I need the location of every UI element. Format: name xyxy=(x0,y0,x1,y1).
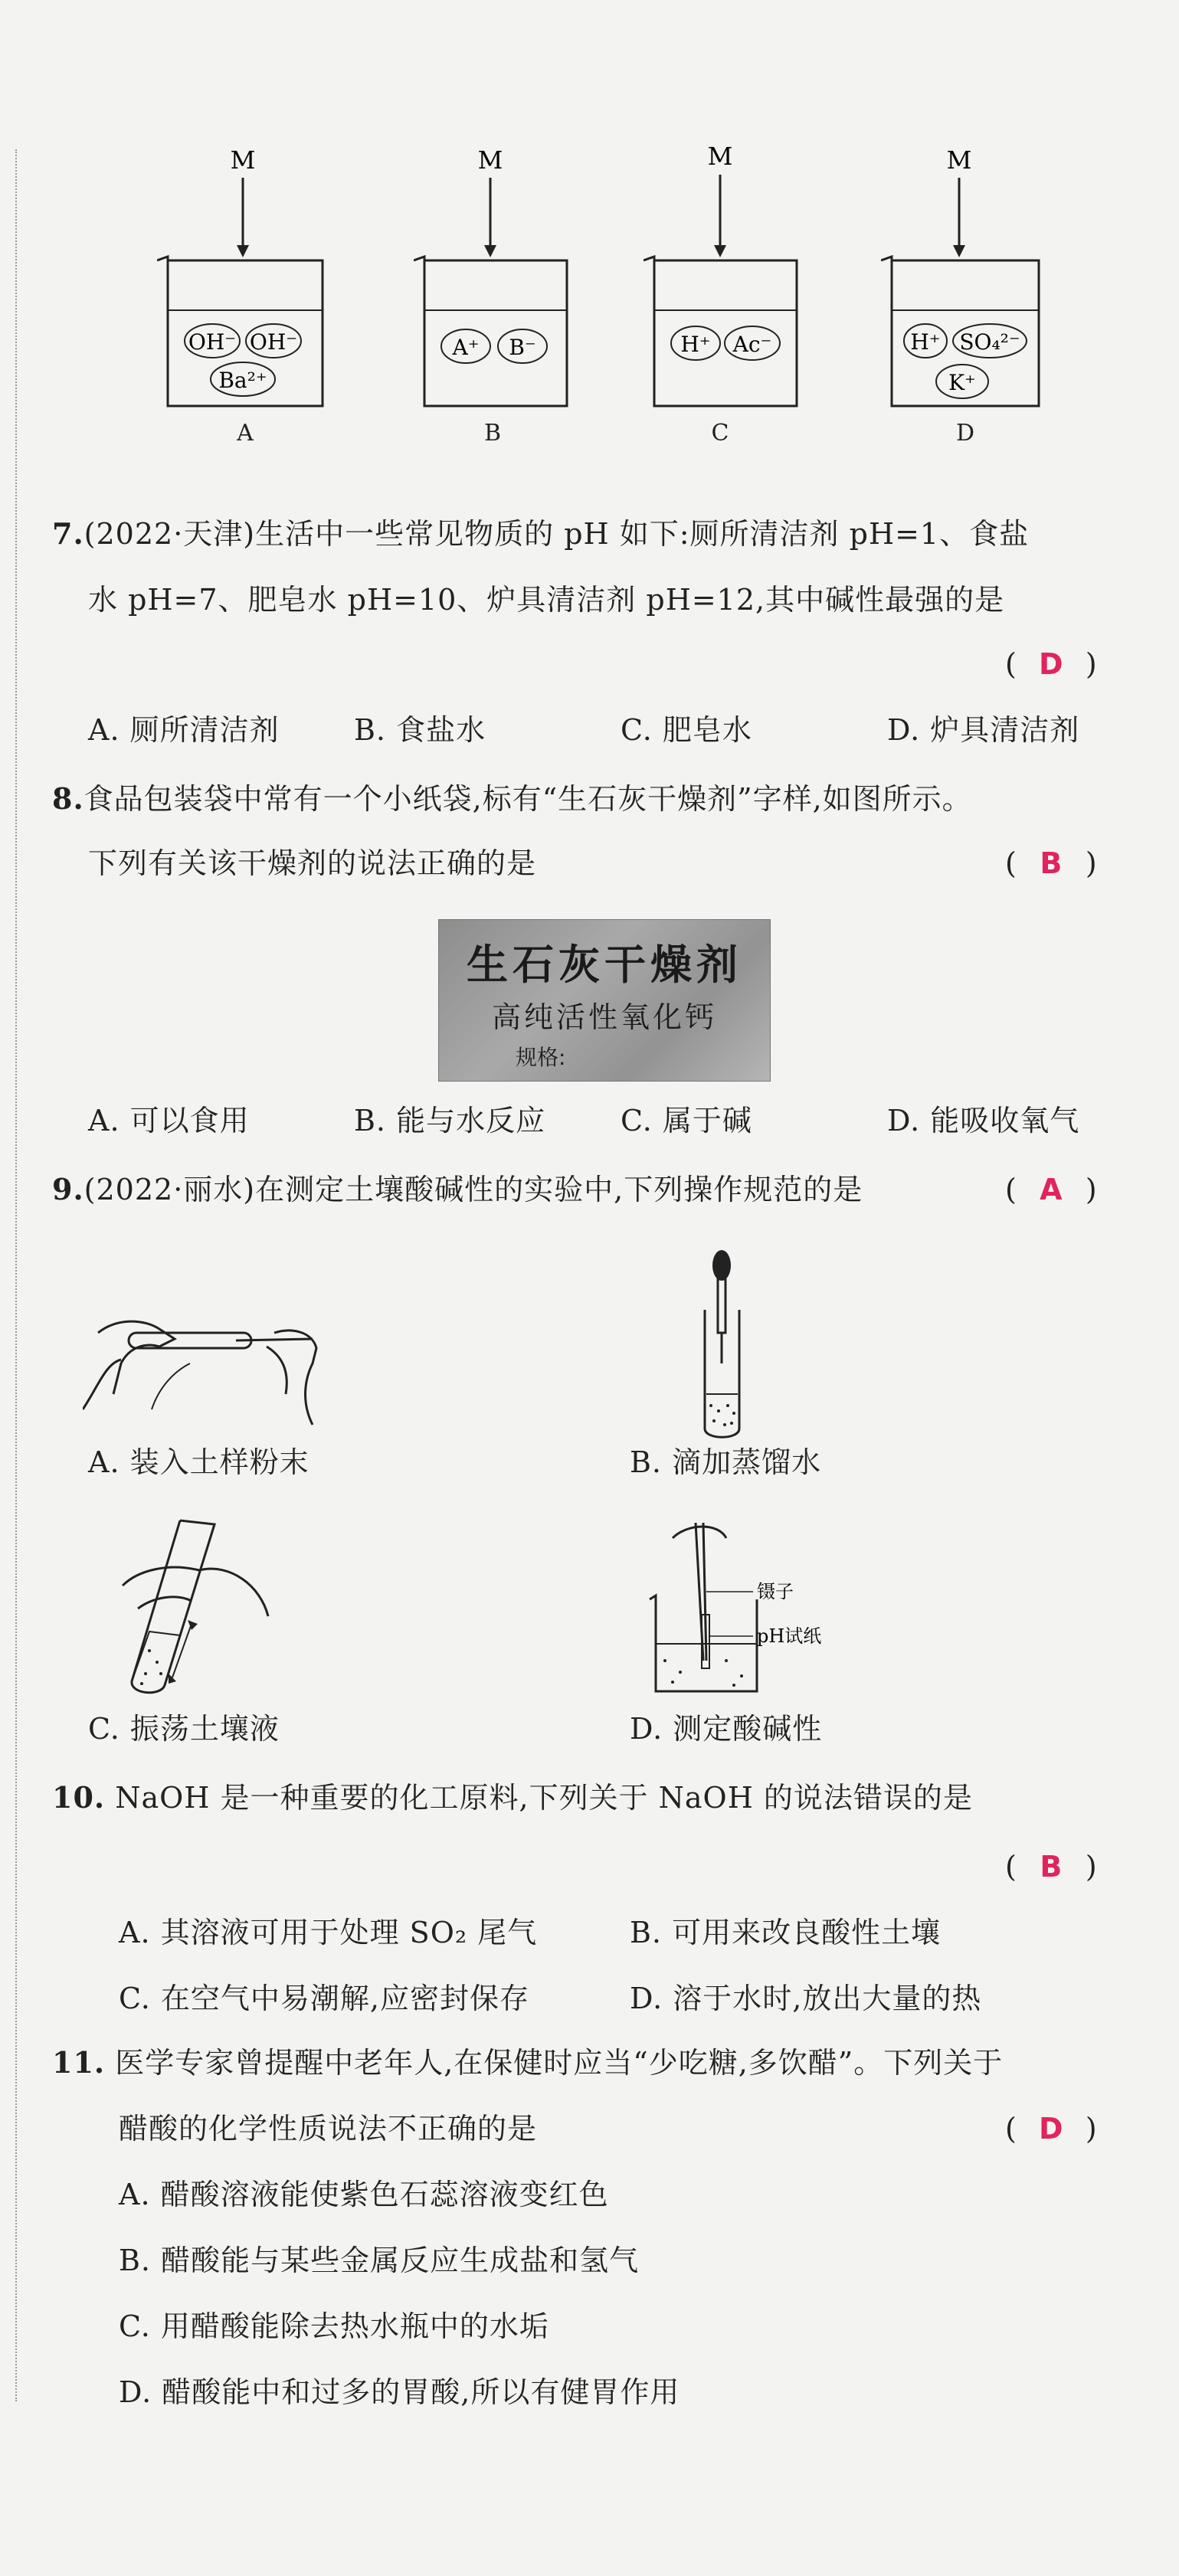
arrow-label: M xyxy=(707,146,733,171)
option-a: A. 厕所清洁剂 xyxy=(88,713,280,747)
option-c: C. 属于碱 xyxy=(621,1104,752,1137)
option-d: D. 溶于水时,放出大量的热 xyxy=(630,1982,982,2015)
answer-bracket: ( B ) xyxy=(1005,1848,1097,1886)
beaker-c xyxy=(644,146,820,437)
caption-d: D. 测定酸碱性 xyxy=(630,1712,823,1746)
ion-label: Ac⁻ xyxy=(732,332,772,357)
arrow-label: M xyxy=(946,146,972,175)
answer-mark: D xyxy=(1039,647,1063,681)
answer-bracket: ( D ) xyxy=(1005,645,1097,683)
ion-label: A⁺ xyxy=(452,335,480,360)
answer-bracket: ( B ) xyxy=(1005,844,1097,882)
option-d: D. 能吸收氧气 xyxy=(887,1104,1080,1137)
photo-title: 生石灰干燥剂 xyxy=(467,940,742,989)
ion-label: B⁻ xyxy=(509,335,536,360)
ion-label: H⁺ xyxy=(680,332,711,357)
illustration-add-water xyxy=(689,1249,781,1448)
photo-spec: 规格: xyxy=(516,1045,566,1070)
beaker-label: A xyxy=(237,420,254,447)
answer-bracket: ( A ) xyxy=(1005,1170,1097,1209)
caption-b: B. 滴加蒸馏水 xyxy=(630,1445,822,1479)
option-c: C. 在空气中易潮解,应密封保存 xyxy=(119,1982,529,2015)
option-b: B. 能与水反应 xyxy=(354,1104,546,1137)
ion-label: K⁺ xyxy=(948,370,976,395)
margin-dotted-line xyxy=(15,149,17,2401)
answer-mark: B xyxy=(1040,1850,1063,1884)
ion-label: Ba²⁺ xyxy=(218,368,267,393)
question-number: 10. xyxy=(52,1780,106,1815)
question-number: 8. xyxy=(52,781,84,816)
option-d: D. 炉具清洁剂 xyxy=(887,713,1080,747)
ion-label: OH⁻ xyxy=(188,329,237,355)
question-number: 11. xyxy=(52,2045,106,2080)
question-text: 食品包装袋中常有一个小纸袋,标有“生石灰干燥剂”字样,如图所示。 xyxy=(84,782,972,816)
option-a: A. 其溶液可用于处理 SO₂ 尾气 xyxy=(119,1916,538,1949)
caption-c: C. 振荡土壤液 xyxy=(88,1712,280,1746)
question-text: 水 pH=7、肥皂水 pH=10、炉具清洁剂 pH=12,其中碱性最强的是 xyxy=(88,583,1005,617)
question-text: NaOH 是一种重要的化工原料,下列关于 NaOH 的说法错误的是 xyxy=(115,1781,973,1815)
question-text: 下列有关该干燥剂的说法正确的是 xyxy=(88,846,537,880)
answer-mark: B xyxy=(1040,846,1063,880)
answer-mark: D xyxy=(1039,2112,1063,2146)
ion-label: SO₄²⁻ xyxy=(959,329,1020,355)
beaker-a xyxy=(157,146,333,437)
illustration-measure-ph xyxy=(642,1507,872,1707)
arrow-label: M xyxy=(230,146,256,175)
beaker-label: C xyxy=(711,420,729,447)
option-a: A. 可以食用 xyxy=(88,1104,250,1137)
ion-label: H⁺ xyxy=(910,329,941,355)
question-text: 醋酸的化学性质说法不正确的是 xyxy=(119,2112,538,2146)
option-c: C. 用醋酸能除去热水瓶中的水垢 xyxy=(119,2309,549,2343)
option-a: A. 醋酸溶液能使紫色石蕊溶液变红色 xyxy=(119,2178,609,2211)
option-b: B. 醋酸能与某些金属反应生成盐和氢气 xyxy=(119,2244,640,2277)
photo-subtitle: 高纯活性氧化钙 xyxy=(491,1000,717,1034)
label-tweezers: 镊子 xyxy=(757,1581,794,1602)
question-number: 7. xyxy=(52,516,84,551)
desiccant-packet-photo xyxy=(438,919,771,1082)
answer-mark: A xyxy=(1040,1173,1063,1206)
beaker-b xyxy=(414,146,590,437)
answer-bracket: ( D ) xyxy=(1005,2110,1097,2148)
option-c: C. 肥皂水 xyxy=(621,713,752,747)
question-number: 9. xyxy=(52,1172,84,1206)
question-text: (2022·丽水)在测定土壤酸碱性的实验中,下列操作规范的是 xyxy=(84,1173,863,1206)
question-text: (2022·天津)生活中一些常见物质的 pH 如下:厕所清洁剂 pH=1、食盐 xyxy=(84,517,1030,551)
beaker-label: D xyxy=(955,420,975,447)
illustration-shake-liquid xyxy=(107,1517,291,1708)
label-ph-paper: pH试纸 xyxy=(757,1625,822,1647)
option-b: B. 食盐水 xyxy=(354,713,486,747)
option-d: D. 醋酸能中和过多的胃酸,所以有健胃作用 xyxy=(119,2375,680,2409)
beaker-label: B xyxy=(483,420,502,447)
caption-a: A. 装入土样粉末 xyxy=(88,1445,309,1479)
question-text: 医学专家曾提醒中老年人,在保健时应当“少吃糖,多饮醋”。下列关于 xyxy=(115,2046,1004,2080)
illustration-load-powder xyxy=(83,1302,336,1432)
beaker-d xyxy=(881,146,1057,437)
option-b: B. 可用来改良酸性土壤 xyxy=(630,1916,942,1949)
arrow-label: M xyxy=(477,146,503,175)
ion-label: OH⁻ xyxy=(249,329,298,355)
